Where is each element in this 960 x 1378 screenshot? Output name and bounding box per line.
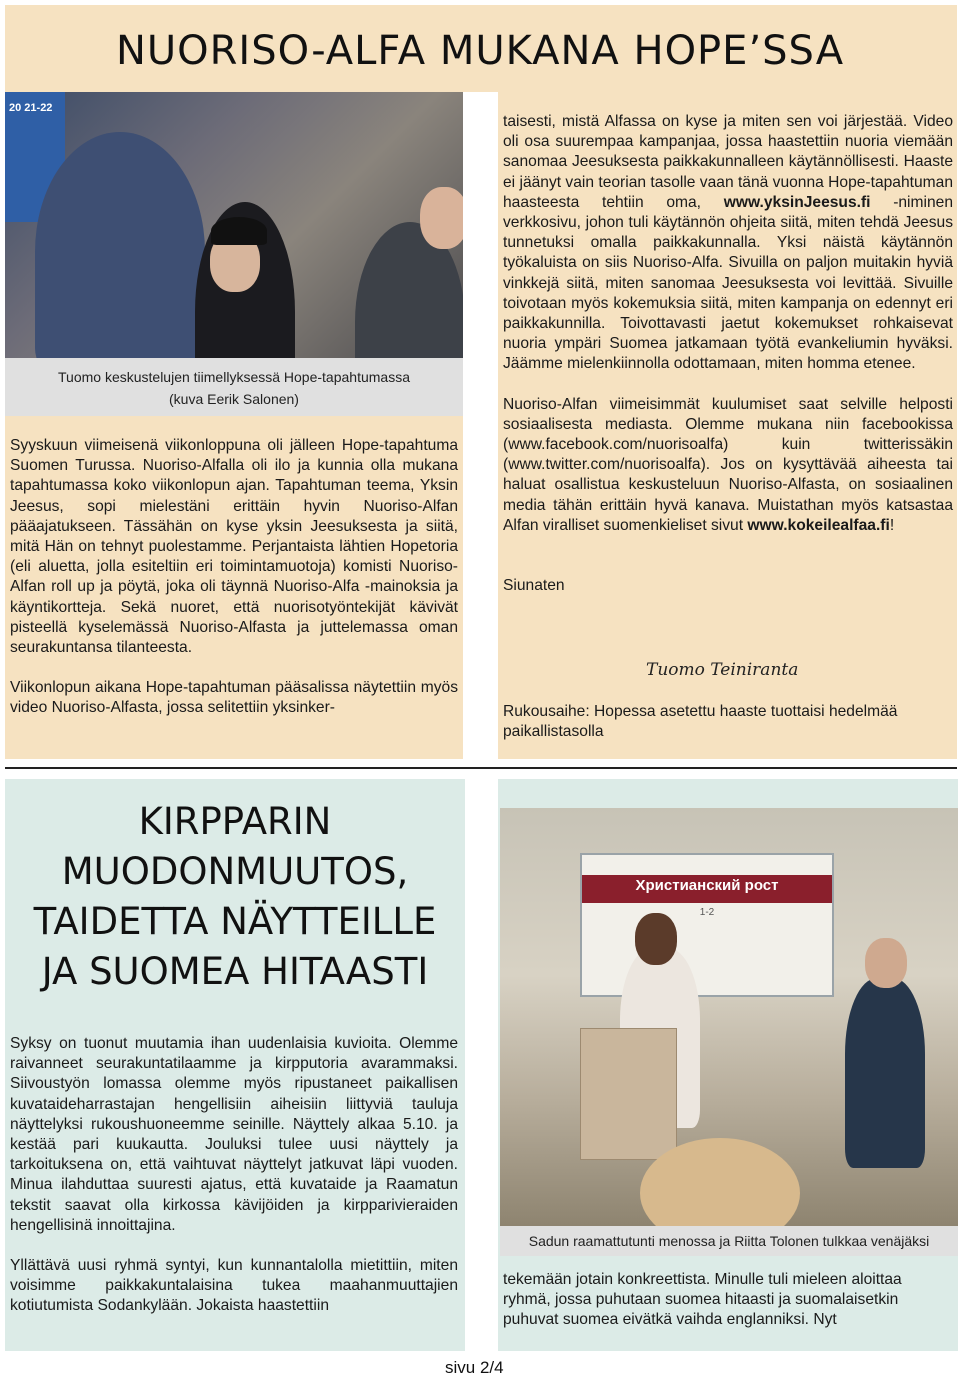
screen-title: Христианский рост: [635, 877, 779, 894]
closing-greeting: Siunaten: [503, 577, 565, 595]
article2-left-paragraph-2: Yllättävä uusi ryhmä syntyi, kun kunnantalolla mietittiin, miten voisimme paikkakuntalaisina tukea maahanmuuttajien kotiutumista Sodankylään. Jokaista haastettiin: [10, 1257, 458, 1315]
article2-title-line-3: TAIDETTA NÄYTTEILLE: [33, 900, 437, 943]
article1-photo-caption: [5, 358, 463, 416]
article1-left-column: [10, 436, 458, 719]
article2-title: [5, 797, 465, 997]
author-signature: Tuomo Teiniranta: [646, 660, 799, 680]
page-number: sivu 2/4: [445, 1358, 504, 1377]
speaker-right-head: [865, 938, 907, 988]
caption-line-2: (kuva Eerik Salonen): [169, 391, 299, 407]
screen-subtitle: 1-2: [699, 907, 715, 918]
article2-right-paragraph-1: tekemään jotain konkreettista. Minulle tuli mieleen aloittaa ryhmä, jossa puhutaan suomea hitaasti ja suomalaisetkin puhuvat suomea eivätkä vaihda englanniksi. Nyt: [503, 1271, 902, 1329]
article1-left-paragraph-2: Viikonlopun aikana Hope-tapahtuman pääsalissa näytettiin myös video Nuoriso-Alfasta, jossa selitettiin yksinker-: [10, 679, 458, 717]
speaker-left-head: [635, 913, 677, 965]
article1-photo: [5, 92, 463, 358]
article2-title-line-2: MUODONMUUTOS,: [61, 850, 409, 893]
caption-line-1: Tuomo keskustelujen tiimellyksessä Hope-tapahtumassa: [58, 369, 410, 385]
projector-screen: [580, 853, 834, 997]
article2-right-column: [503, 1270, 953, 1331]
article2-title-line-1: KIRPPARIN: [138, 800, 332, 843]
article1-right-paragraph-1: taisesti, mistä Alfassa on kyse ja miten sen voi järjestää. Video oli osa suurempaa kampanjaa, jossa haastettiin nuoria viemään sanomaa Jeesuksesta paikkakunnalleen käytännöllisesti. Haaste ei jäänyt vain teorian tasolle vaan tänä vuonna Hope-tapahtuman haasteesta tehtiin oma, www.yksinJeesus.fi -niminen verkkosivu, johon tuli käytännön ohjeita siitä, miten tehdä Jeesus tunnetuksi omalla paikkakunnalla. Yksi näistä käytännön työkaluista on siis Nuoriso-Alfa. Sivuilla on paljon muitakin hyviä vinkkejä siitä, miten sanomaa Jeesuksesta voi levittää. Sivuille toivotaan myös kokemuksia siitä, miten kampanja on edennyt eri paikkakunnilla. Toivottavasti jaetut kokemukset rohkaisevat nuoria ympäri Suomea jatkamaan työtä evankeliumin hyväksi. Jäämme mielenkiinnolla odottamaan, miten homma etenee.: [503, 113, 953, 373]
article1-right-column: [503, 112, 953, 596]
article2-photo: [500, 808, 958, 1226]
article2-title-line-4: JA SUOMEA HITAASTI: [41, 950, 429, 993]
article1-title: NUORISO-ALFA MUKANA HOPE’SSA: [115, 28, 845, 74]
person-right-head: [420, 187, 463, 249]
section-divider: [5, 767, 957, 769]
podium-boxes: [580, 1028, 677, 1160]
kokeilealfaa-link[interactable]: www.kokeilealfaa.fi: [747, 516, 890, 534]
article2-left-paragraph-1: Syksy on tuonut muutamia ihan uudenlaisia kuvioita. Olemme raivanneet seurakuntatilaamme ja kirpputoria avarammaksi. Siivoustyön lomassa olemme myös ripustaneet paikallisen kuvataideharrastajan hengellisiin aiheisiin liittyviä tauluja näyttelyksi rukoushuoneemme seinille. Näyttely alkaa 5.10. ja kestää pari kuukautta. Jouluksi tulee uusi näyttely ja tarkoituksena on, että vaihtuvat näyttelyt jatkuvat läpi vuoden. Minua ilahduttaa suuresti ajatus, että kuvataide ja Raamatun tekstit saavat olla kirkossa kävijöiden ja kirpparivieraiden hengellisinä innoittajina.: [10, 1035, 458, 1234]
event-sign: 20 21-22: [5, 92, 65, 222]
speaker-right: [845, 978, 925, 1168]
yksinjeesus-link[interactable]: www.yksinJeesus.fi: [723, 193, 871, 211]
article1-left-paragraph-1: Syyskuun viimeisenä viikonloppuna oli jälleen Hope-tapahtuma Suomen Turussa. Nuoriso-Alfalla oli ilo ja kunnia olla mukana tapahtumassa koko viikonlopun ajan. Tapahtuman teema, Yksin Jeesus, sopi mielestäni erittäin hyvin Nuoriso-Alfan pääajatukseen. Tässähän on kyse yksin Jeesuksesta ja siitä, mitä Hän on tehnyt puolestamme. Perjantaista lähtien Hopetoria (eli aluetta, jolla esiteltiin eri toimintamuotoja) komisti Nuoriso-Alfan roll up ja pöytä, joka oli täynnä Nuoriso-Alfa -mainoksia ja käyntikortteja. Sekä nuoret, että nuorisotyöntekijät kävivät pisteellä kyselemässä Nuoriso-Alfasta ja juttelemassa oman seurakuntansa tilanteesta.: [10, 437, 458, 657]
article2-left-column: [10, 1034, 458, 1317]
prayer-topic: Rukousaihe: Hopessa asetettu haaste tuottaisi hedelmää paikallistasolla: [503, 703, 898, 741]
article2-photo-caption: Sadun raamattutunti menossa ja Riitta Tolonen tulkkaa venäjäksi: [500, 1226, 958, 1256]
cap-icon: [211, 217, 267, 245]
person-left: [35, 132, 205, 358]
article1-right-paragraph-2: Nuoriso-Alfan viimeisimmät kuulumiset saat selville helposti sosiaalisesta mediasta. Olemme mukana niin facebookissa (www.facebook.com/nuorisoalfa) kuin twitterissäkin (www.twitter.com/nuorisoalfa). Jos on kysyttävää aiheesta tai haluat osallistua keskusteluun Nuoriso-Alfasta, on sosiaalinen media tähän erittäin hyvä kanava. Muistathan myös katsastaa Alfan viralliset suomenkieliset sivut www.kokeilealfaa.fi!: [503, 395, 953, 534]
